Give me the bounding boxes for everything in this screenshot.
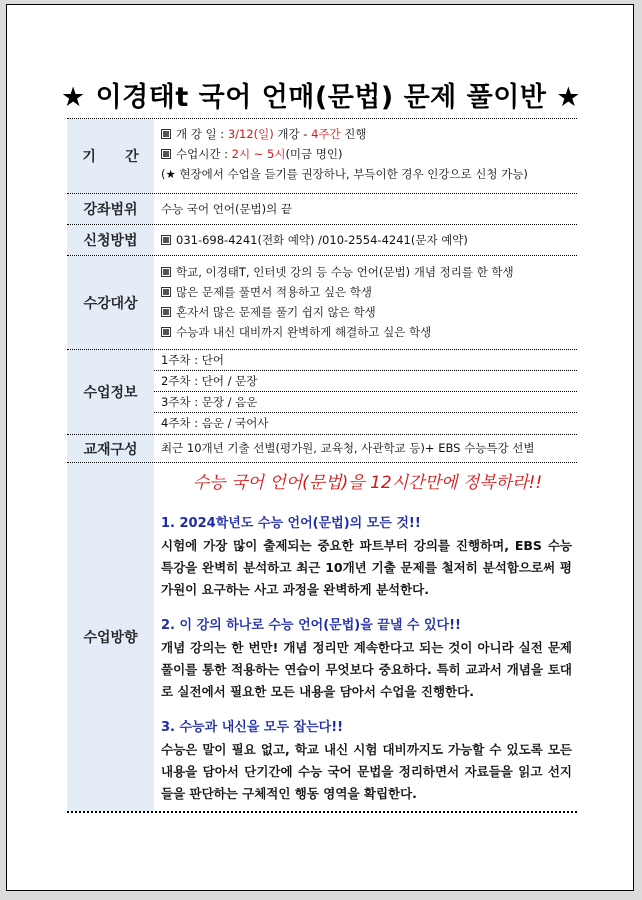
label-text: 기 간 — [82, 149, 139, 165]
section-heading: 1. 2024학년도 수능 언어(문법)의 모든 것!! — [161, 516, 421, 531]
duration: 4주간 — [311, 127, 341, 141]
scope-value: 수능 국어 언어(문법)의 끝 — [161, 202, 293, 216]
week-item: 2주차 : 단어 / 문장 — [154, 371, 577, 392]
item-text: 수능과 내신 대비까지 완벽하게 해결하고 싶은 학생 — [176, 325, 432, 339]
item-text: 많은 문제를 풀면서 적용하고 싶은 학생 — [176, 285, 373, 299]
row-period — [67, 119, 577, 194]
week-item: 3주차 : 문장 / 음운 — [154, 392, 577, 413]
square-bullet-icon — [161, 327, 171, 337]
item-text: 혼자서 많은 문제를 풀기 쉽지 않은 학생 — [176, 305, 376, 319]
label-target: 수강대상 — [67, 256, 154, 349]
document-page — [6, 4, 634, 891]
text: 진행 — [340, 127, 367, 141]
info-table — [67, 118, 577, 813]
period-note: (★ 현장에서 수업을 듣기를 권장하나, 부득이한 경우 인강으로 신청 가능) — [161, 167, 528, 181]
apply-value: 031-698-4241(전화 예약) /010-2554-4241(문자 예약) — [176, 233, 468, 247]
material-value: 최근 10개년 기출 선별(평가원, 교육청, 사관학교 등)+ EBS 수능특강 선별 — [161, 441, 535, 455]
list-item — [161, 262, 577, 282]
class-time: 2시 ~ 5시 — [231, 147, 286, 161]
section-heading: 3. 수능과 내신을 모두 잡는다!! — [161, 720, 344, 735]
label-info: 수업정보 — [67, 350, 154, 434]
square-bullet-icon — [161, 235, 171, 245]
square-bullet-icon — [161, 307, 171, 317]
label-apply: 신청방법 — [67, 225, 154, 255]
label-direction: 수업방향 — [67, 463, 154, 811]
row-info — [67, 350, 577, 435]
text: 개 강 일 : — [176, 127, 228, 141]
row-apply — [67, 225, 577, 256]
list-item — [161, 282, 577, 302]
square-bullet-icon — [161, 287, 171, 297]
label-material: 교재구성 — [67, 435, 154, 462]
period-time-line — [161, 144, 577, 164]
text: (미금 명인) — [285, 147, 343, 161]
square-bullet-icon — [161, 149, 171, 159]
text: 개강 - — [273, 127, 312, 141]
list-item — [161, 322, 577, 342]
target-list — [154, 256, 577, 349]
square-bullet-icon — [161, 129, 171, 139]
list-item — [161, 302, 577, 322]
row-direction — [67, 463, 577, 813]
label-scope: 강좌범위 — [67, 194, 154, 224]
item-text: 학교, 이경태T, 인터넷 강의 등 수능 언어(문법) 개념 정리를 한 학생 — [176, 265, 514, 279]
page-title: ★ 이경태t 국어 언매(문법) 문제 풀이반 ★ — [60, 82, 582, 113]
row-scope — [67, 194, 577, 225]
apply-content — [154, 225, 577, 255]
section-body: 개념 강의는 한 번만! 개념 정리만 계속한다고 되는 것이 아니라 실전 문제 풀이를 통한 적용하는 연습이 무엇보다 중요하다. 특히 교과서 개념을 토대로 실전에서 필요한 모든 내용을 담아서 수업을 진행한다. — [161, 640, 572, 699]
slogan: 수능 국어 언어(문법)을 12시간만에 정복하라!! — [192, 473, 543, 493]
direction-content — [154, 463, 577, 811]
week-list — [154, 350, 577, 434]
square-bullet-icon — [161, 267, 171, 277]
row-target — [67, 256, 577, 350]
week-item: 1주차 : 단어 — [154, 350, 577, 371]
period-start-line — [161, 124, 577, 144]
period-content — [154, 119, 577, 193]
start-date: 3/12(일) — [227, 127, 274, 141]
section-body: 수능은 말이 필요 없고, 학교 내신 시험 대비까지도 가능할 수 있도록 모든 내용을 담아서 단기간에 수능 국어 문법을 정리하면서 자료들을 읽고 선지들을 판단하는 구체적인 행동 영역을 확립한다. — [161, 742, 572, 801]
week-item: 4주차 : 음운 / 국어사 — [161, 416, 269, 430]
section-heading: 2. 이 강의 하나로 수능 언어(문법)을 끝낼 수 있다!! — [161, 618, 461, 633]
row-material — [67, 435, 577, 463]
section-body: 시험에 가장 많이 출제되는 중요한 파트부터 강의를 진행하며, EBS 수능 특강을 완벽히 분석하고 최근 10개년 기출 문제를 철저히 분석함으로써 평가원이 요구하는 사고 과정을 완벽하게 분석한다. — [161, 538, 572, 597]
text: 수업시간 : — [176, 147, 232, 161]
label-period — [67, 119, 154, 193]
